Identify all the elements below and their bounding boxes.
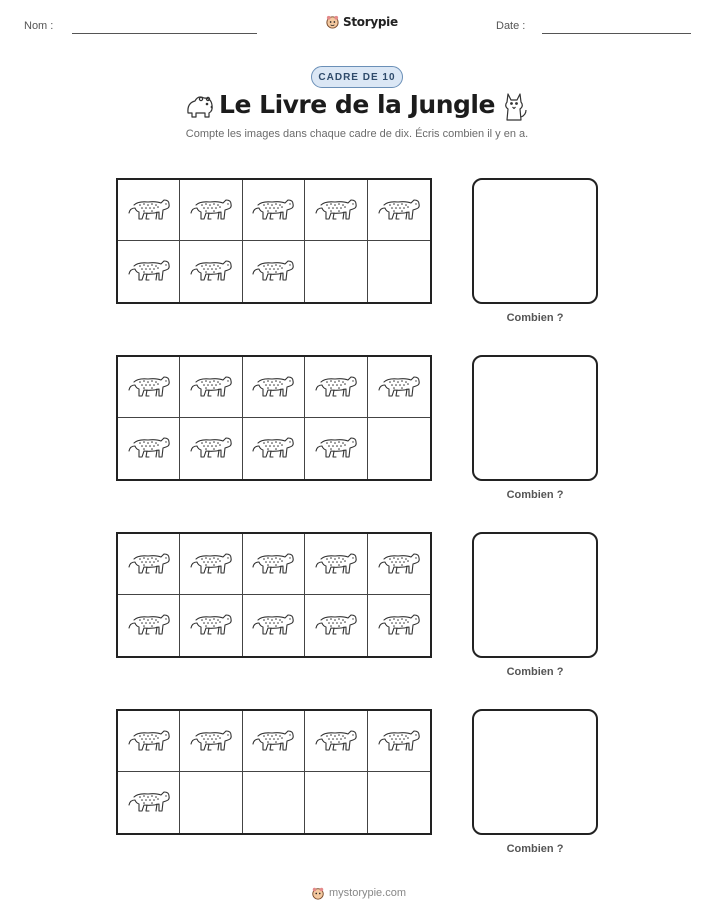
frame-cell-filled	[305, 534, 367, 595]
frame-cell-filled	[243, 180, 305, 241]
brand-name: Storypie	[343, 14, 398, 29]
leopard-icon	[313, 607, 359, 644]
leopard-icon	[313, 192, 359, 229]
brand	[325, 14, 398, 29]
date-field-line[interactable]	[542, 33, 691, 34]
frame-cell-filled	[180, 711, 242, 772]
frame-cell-empty	[368, 241, 430, 302]
answer-box-1[interactable]	[472, 178, 598, 304]
leopard-icon	[188, 430, 234, 467]
worksheet-type-badge: CADRE DE 10	[311, 66, 403, 88]
frame-cell-filled	[305, 418, 367, 479]
frame-cell-filled	[305, 180, 367, 241]
leopard-icon	[126, 253, 172, 290]
frame-cell-empty	[368, 418, 430, 479]
frame-cell-empty	[305, 241, 367, 302]
answer-label-2: Combien ?	[506, 489, 564, 501]
frame-cell-filled	[368, 357, 430, 418]
ten-frame-2	[116, 355, 432, 481]
leopard-icon	[313, 723, 359, 760]
frame-cell-empty	[368, 772, 430, 833]
frame-cell-filled	[180, 595, 242, 656]
leopard-icon	[376, 192, 422, 229]
frame-cell-filled	[305, 711, 367, 772]
leopard-icon	[250, 607, 296, 644]
frame-cell-filled	[118, 241, 180, 302]
answer-label-1: Combien ?	[506, 312, 564, 324]
leopard-icon	[188, 607, 234, 644]
leopard-icon	[313, 546, 359, 583]
frame-cell-filled	[243, 418, 305, 479]
leopard-icon	[126, 546, 172, 583]
leopard-icon	[250, 723, 296, 760]
leopard-icon	[126, 430, 172, 467]
leopard-icon	[188, 192, 234, 229]
answer-box-2[interactable]	[472, 355, 598, 481]
leopard-icon	[126, 369, 172, 406]
answer-box-3[interactable]	[472, 532, 598, 658]
ten-frame-4	[116, 709, 432, 835]
leopard-icon	[376, 369, 422, 406]
frame-cell-filled	[368, 534, 430, 595]
answer-label-4: Combien ?	[506, 843, 564, 855]
answer-box-4[interactable]	[472, 709, 598, 835]
frame-cell-empty	[180, 772, 242, 833]
name-field-line[interactable]	[72, 33, 257, 34]
frame-cell-filled	[368, 180, 430, 241]
frame-cell-empty	[305, 772, 367, 833]
leopard-icon	[126, 607, 172, 644]
leopard-icon	[250, 430, 296, 467]
frame-cell-filled	[118, 595, 180, 656]
frame-cell-filled	[118, 418, 180, 479]
leopard-icon	[250, 369, 296, 406]
leopard-icon	[188, 546, 234, 583]
frame-cell-filled	[118, 711, 180, 772]
frame-cell-filled	[180, 241, 242, 302]
leopard-icon	[126, 723, 172, 760]
frame-cell-filled	[118, 357, 180, 418]
ten-frame-3	[116, 532, 432, 658]
name-label: Nom :	[24, 20, 54, 32]
leopard-icon	[188, 369, 234, 406]
leopard-icon	[126, 192, 172, 229]
frame-cell-filled	[243, 534, 305, 595]
frame-cell-filled	[118, 534, 180, 595]
leopard-icon	[376, 607, 422, 644]
storypie-logo-icon	[325, 14, 340, 29]
leopard-icon	[376, 546, 422, 583]
instructions: Compte les images dans chaque cadre de dix. Écris combien il y en a.	[185, 128, 529, 140]
frame-cell-filled	[243, 595, 305, 656]
date-label: Date :	[496, 20, 526, 32]
frame-cell-filled	[305, 357, 367, 418]
leopard-icon	[313, 369, 359, 406]
ten-frame-1	[116, 178, 432, 304]
frame-cell-filled	[243, 241, 305, 302]
leopard-icon	[126, 784, 172, 821]
storypie-logo-icon	[311, 886, 325, 900]
answer-label-3: Combien ?	[506, 666, 564, 678]
leopard-icon	[376, 723, 422, 760]
frame-cell-filled	[368, 711, 430, 772]
frame-cell-filled	[368, 595, 430, 656]
frame-cell-filled	[180, 418, 242, 479]
frame-cell-filled	[180, 534, 242, 595]
frame-cell-filled	[180, 180, 242, 241]
leopard-icon	[188, 253, 234, 290]
frame-cell-empty	[243, 772, 305, 833]
footer-url[interactable]: mystorypie.com	[329, 887, 407, 899]
leopard-icon	[188, 723, 234, 760]
wolf-icon	[499, 91, 529, 123]
footer	[311, 886, 406, 900]
frame-cell-filled	[118, 180, 180, 241]
frame-cell-filled	[118, 772, 180, 833]
frame-cell-filled	[180, 357, 242, 418]
leopard-icon	[250, 192, 296, 229]
page-title: Le Livre de la Jungle	[219, 90, 495, 119]
frame-cell-filled	[243, 357, 305, 418]
leopard-icon	[250, 546, 296, 583]
leopard-icon	[250, 253, 296, 290]
frame-cell-filled	[305, 595, 367, 656]
leopard-icon	[313, 430, 359, 467]
frame-cell-filled	[243, 711, 305, 772]
